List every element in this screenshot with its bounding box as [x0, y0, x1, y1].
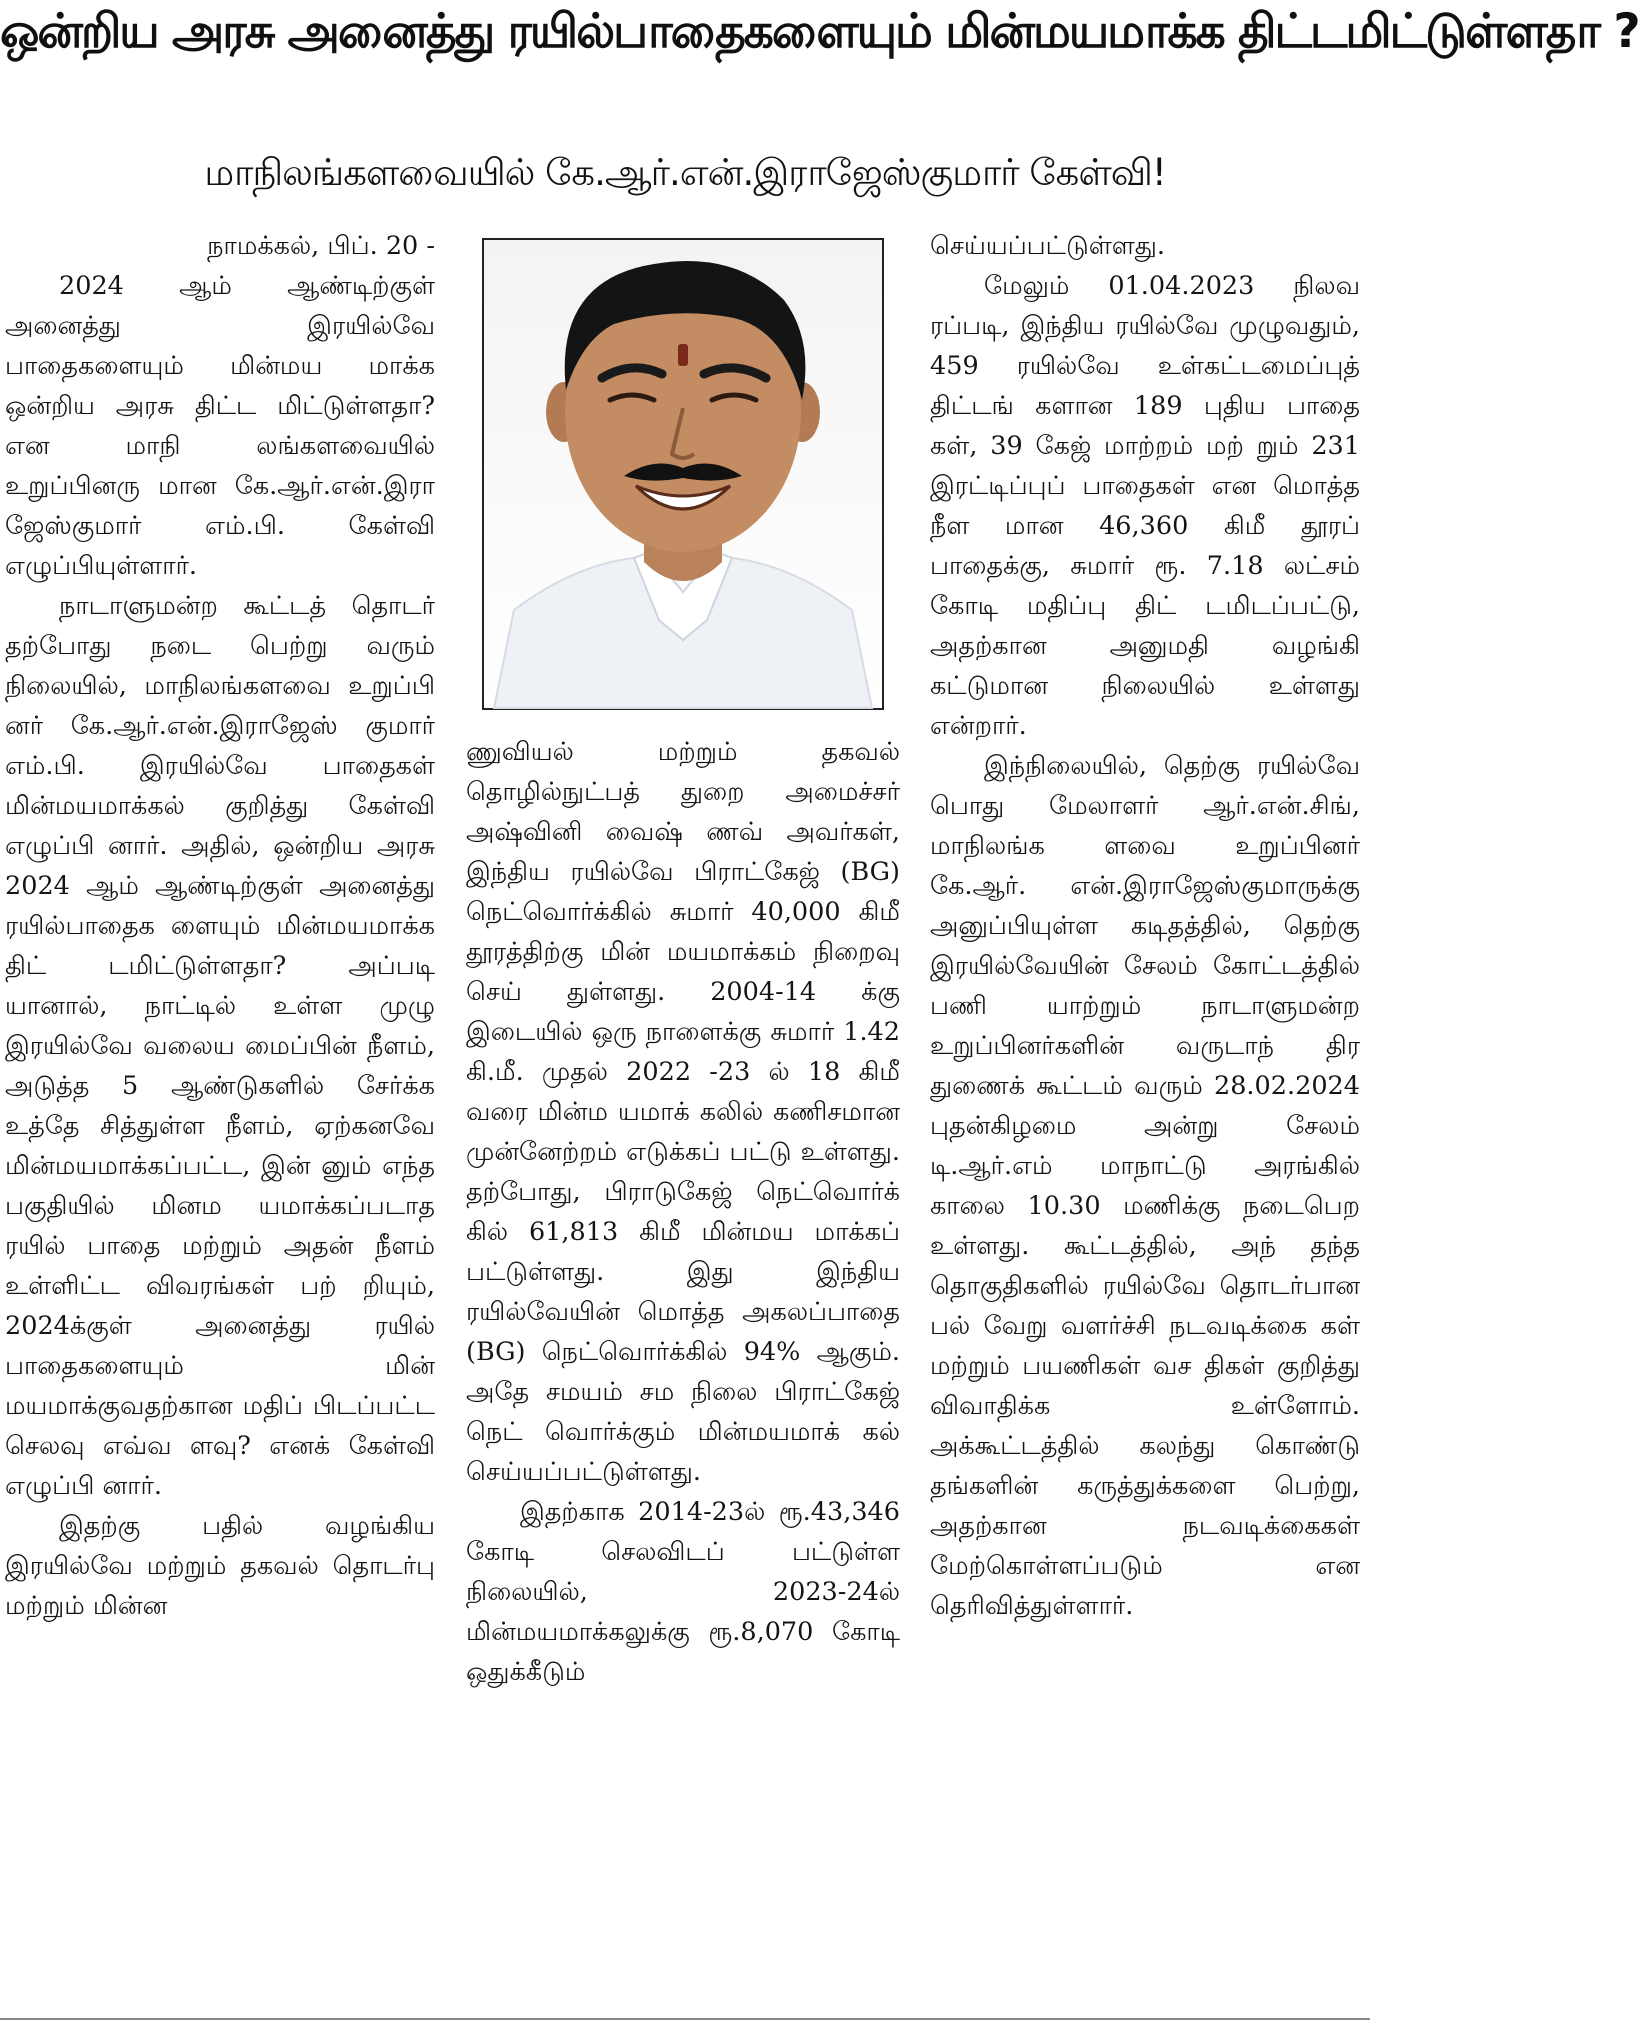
paragraph: இந்நிலையில், தெற்கு ரயில்வே பொது மேலாளர் ஆர்.என்.சிங், மாநிலங்க ளவை உறுப்பினர் கே.ஆர். என்.இராஜேஸ்குமாருக்கு அனுப்பியுள்ள கடிதத்தில், தெற்கு இரயில்வேயின் சேலம் கோட்டத்தில் பணி யாற்றும் நாடாளுமன்ற உறுப்பினர்களின் வருடாந் திர துணைக் கூட்டம் வரும் 28.02.2024 புதன்கிழமை அன்று சேலம் டி.ஆர்.எம் மாநாட்டு அரங்கில் காலை 10.30 மணிக்கு நடைபெற உள்ளது. கூட்டத்தில், அந் தந்த தொகுதிகளில் ரயில்வே தொடர்பான பல் வேறு வளர்ச்சி நடவடிக்கை கள் மற்றும் பயணிகள் வச திகள் குறித்து விவாதிக்க உள்ளோம். அக்கூட்டத்தில் கலந்து கொண்டு தங்களின் கருத்துக்களை பெற்று, அதற்கான நடவடிக்கைகள் மேற்கொள்ளப்படும் என தெரிவித்துள்ளார்.: [930, 751, 1360, 1621]
portrait-photo-icon: [484, 240, 882, 708]
article-column-2: [466, 732, 900, 1692]
paragraph: 2024 ஆம் ஆண்டிற்குள் அனைத்து இரயில்வே பாதைகளையும் மின்மய மாக்க ஒன்றிய அரசு திட்ட மிட்டுள்ளதா? என மாநி லங்களவையில் உறுப்பினரு மான கே.ஆர்.என்.இரா ஜேஸ்குமார் எம்.பி. கேள்வி எழுப்பியுள்ளார்.: [5, 271, 435, 581]
headline: ஒன்றிய அரசு அனைத்து ரயில்பாதைகளையும் மின்மயமாக்க திட்டமிட்டுள்ளதா ?: [0, 4, 1639, 59]
paragraph: ணுவியல் மற்றும் தகவல் தொழில்நுட்பத் துறை அமைச்சர் அஷ்வினி வைஷ் ணவ் அவர்கள், இந்திய ரயில்வே பிராட்கேஜ் (BG) நெட்வொர்க்கில் சுமார் 40,000 கிமீ தூரத்திற்கு மின் மயமாக்கம் நிறைவு செய் துள்ளது. 2004-14 க்கு இடையில் ஒரு நாளைக்கு சுமார் 1.42 கி.மீ. முதல் 2022 -23 ல் 18 கிமீ வரை மின்ம யமாக் கலில் கணிசமான முன்னேற்றம் எடுக்கப் பட்டு உள்ளது. தற்போது, பிராடுகேஜ் நெட்வொர்க் கில் 61,813 கிமீ மின்மய மாக்கப் பட்டுள்ளது. இது இந்திய ரயில்வேயின் மொத்த அகலப்பாதை (BG) நெட்வொர்க்கில் 94% ஆகும். அதே சமயம் சம நிலை பிராட்கேஜ் நெட் வொர்க்கும் மின்மயமாக் கல் செய்யப்பட்டுள்ளது.: [466, 737, 900, 1487]
subheadline: மாநிலங்களவையில் கே.ஆர்.என்.இராஜேஸ்குமார் கேள்வி!: [204, 151, 1166, 194]
paragraph: செய்யப்பட்டுள்ளது.: [930, 231, 1165, 261]
dateline: நாமக்கல், பிப். 20 -: [207, 231, 435, 261]
paragraph: நாடாளுமன்ற கூட்டத் தொடர் தற்போது நடை பெற்று வரும் நிலையில், மாநிலங்களவை உறுப்பி னர் கே.ஆர்.என்.இராஜேஸ் குமார் எம்.பி. இரயில்வே பாதைகள் மின்மயமாக்கல் குறித்து கேள்வி எழுப்பி னார். அதில், ஒன்றிய அரசு 2024 ஆம் ஆண்டிற்குள் அனைத்து ரயில்பாதைக ளையும் மின்மயமாக்க திட் டமிட்டுள்ளதா? அப்படி யானால், நாட்டில் உள்ள முழு இரயில்வே வலைய மைப்பின் நீளம், அடுத்த 5 ஆண்டுகளில் சேர்க்க உத்தே சித்துள்ள நீளம், ஏற்கனவே மின்மயமாக்கப்பட்ட, இன் னும் எந்த பகுதியில் மினம யமாக்கப்படாத ரயில் பாதை மற்றும் அதன் நீளம் உள்ளிட்ட விவரங்கள் பற் றியும், 2024க்குள் அனைத்து ரயில் பாதைகளையும் மின் மயமாக்குவதற்கான மதிப் பிடப்பட்ட செலவு எவ்வ ளவு? எனக் கேள்வி எழுப்பி னார்.: [5, 591, 435, 1501]
paragraph: மேலும் 01.04.2023 நிலவ ரப்படி, இந்திய ரயில்வே முழுவதும், 459 ரயில்வே உள்கட்டமைப்புத் திட்டங் களான 189 புதிய பாதை கள், 39 கேஜ் மாற்றம் மற் றும் 231 இரட்டிப்புப் பாதைகள் என மொத்த நீள மான 46,360 கிமீ தூரப் பாதைக்கு, சுமார் ரூ. 7.18 லட்சம் கோடி மதிப்பு திட் டமிடப்பட்டு, அதற்கான அனுமதி வழங்கி கட்டுமான நிலையில் உள்ளது என்றார்.: [930, 271, 1360, 741]
portrait-photo: [482, 238, 884, 710]
article-column-1: [5, 226, 435, 1626]
paragraph: இதற்காக 2014-23ல் ரூ.43,346 கோடி செலவிடப் பட்டுள்ள நிலையில், 2023-24ல் மின்மயமாக்கலுக்கு ரூ.8,070 கோடி ஒதுக்கீடும்: [466, 1497, 900, 1687]
paragraph: இதற்கு பதில் வழங்கிய இரயில்வே மற்றும் தகவல் தொடர்பு மற்றும் மின்ன: [5, 1511, 435, 1621]
bottom-divider: [0, 2018, 1370, 2020]
article-column-3: [930, 226, 1360, 1626]
